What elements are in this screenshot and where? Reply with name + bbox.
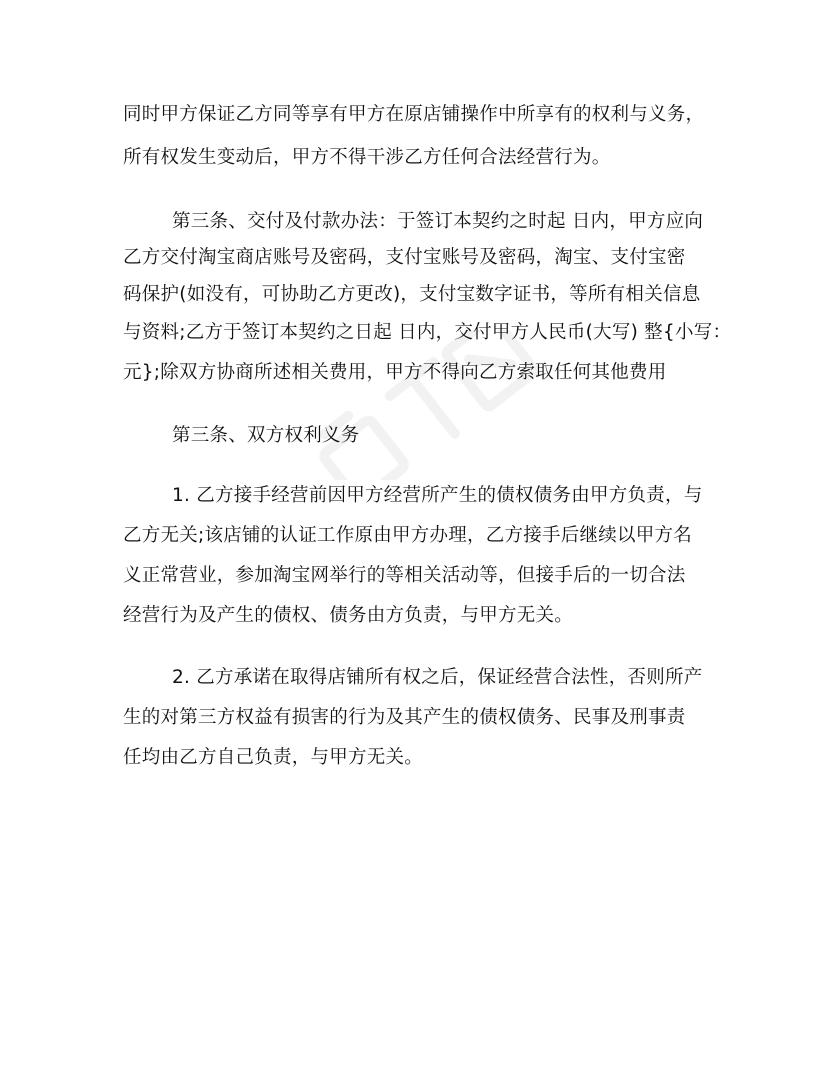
paragraph-line: 2. 乙方承诺在取得店铺所有权之后，保证经营合法性，否则所产 [172,667,703,688]
section-heading: 第三条、双方权利义务 [172,425,360,446]
paragraph-line: 1. 乙方接手经营前因甲方经营所产生的债权债务由甲方负责，与 [172,485,703,506]
paragraph-line: 义正常营业，参加淘宝网举行的等相关活动等，但接手后的一切合法 [123,565,686,586]
paragraph-line: 所有权发生变动后，甲方不得干涉乙方任何合法经营行为。 [123,147,611,168]
paragraph-line: 码保护(如没有，可协助乙方更改)，支付宝数字证书，等所有相关信息 [123,284,701,305]
paragraph-line: 乙方无关;该店铺的认证工作原由甲方办理，乙方接手后继续以甲方名 [123,525,692,546]
paragraph-line: 任均由乙方自己负责，与甲方无关。 [123,747,424,768]
paragraph-line: 与资料;乙方于签订本契约之日起 日内，交付甲方人民币(大写) 整{小写： [123,322,732,343]
paragraph-line: 经营行为及产生的债权、债务由方负责，与甲方无关。 [123,605,574,626]
watermark-stamp [285,330,585,480]
paragraph-line: 同时甲方保证乙方同等享有甲方在原店铺操作中所享有的权利与义务， [123,104,705,125]
paragraph-line: 元};除双方协商所述相关费用，甲方不得向乙方索取任何其他费用 [123,362,667,383]
paragraph-line: 生的对第三方权益有损害的行为及其产生的债权债务、民事及刑事责 [123,707,686,728]
paragraph-line: 第三条、交付及付款办法：于签订本契约之时起 日内，甲方应向 [172,211,704,232]
paragraph-line: 乙方交付淘宝商店账号及密码，支付宝账号及密码，淘宝、支付宝密 [123,247,686,268]
